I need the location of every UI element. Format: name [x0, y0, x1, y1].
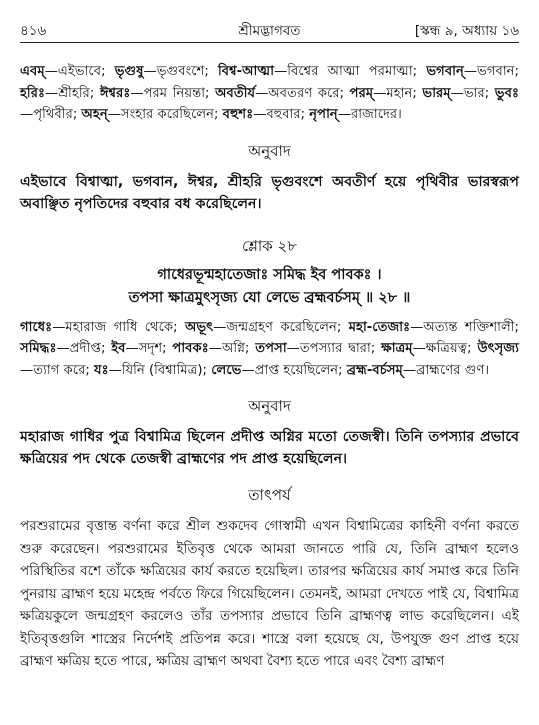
sanskrit-term: অভূৎ — [184, 319, 214, 335]
sanskrit-term: ব্রহ্ম-বর্চসম্ — [346, 362, 403, 378]
term-meaning: —রাজাদের। — [337, 107, 402, 122]
page-number: ৪১৬ — [20, 23, 47, 39]
chapter-reference: [স্কন্ধ ৯, অধ্যায় ১৬ — [414, 23, 519, 39]
term-meaning: —অত্যন্ত শক্তিশালী; — [410, 319, 519, 335]
sanskrit-term: তপসা — [255, 341, 287, 356]
verse-heading: শ্লোক ২৮ — [242, 236, 297, 255]
sanskrit-term: মহা-তেজাঃ — [348, 319, 411, 335]
sanskrit-term: পরম্ — [349, 85, 374, 101]
translation-heading: অনুবাদ — [248, 141, 291, 160]
term-meaning: —ত্যাগ করে; — [20, 362, 94, 378]
term-meaning: —বিশ্বের আত্মা পরমাত্মা; — [274, 64, 427, 79]
sanskrit-term: ইব — [111, 341, 126, 356]
translation-text: মহারাজ গাধির পুত্র বিশ্বামিত্র ছিলেন প্রদীপ্ত অগ্নির মতো তেজস্বী। তিনি তপস্যার প্রভাবে ক্ষত্রিয়ের পদ থেকে তেজস্বী ব্রাহ্মণের পদ প্রাপ্ত হয়েছিলেন। — [20, 429, 519, 467]
purport-text: পরশুরামের বৃত্তান্ত বর্ণনা করে শ্রীল শুকদেব গোস্বামী এখন বিশ্বামিত্রের কাহিনী বর্ণনা করতে শুরু করেছেন। পরশুরামের ইতিবৃত্ত থেকে আমরা জানতে পারি যে, তিনি ব্রাহ্মণ হলেও পরিস্থিতির বশে তাঁকে ক্ষত্রিয়ের কার্য করতে হয়েছিল। তারপর ক্ষত্রিয়ের কার্য সমাপ্ত করে তিনি পুনরায় ব্রাহ্মণ হয়ে মহেন্দ্র পর্বতে ফিরে গিয়েছিলেন। তেমনই, আমরা দেখতে পাই যে, বিশ্বামিত্র ক্ষত্রিয়কুলে জন্মগ্রহণ করলেও তাঁর তপস্যার প্রভাবে তিনি ব্রাহ্মণত্ব লাভ করেছিলেন। এই ইতিবৃত্তগুলি শাস্ত্রের নির্দেশই প্রতিপন্ন করে। শাস্ত্রে বলা হয়েছে যে, উপযুক্ত গুণ প্রাপ্ত হয়ে ব্রাহ্মণ ক্ষত্রিয় হতে পারে, ক্ষত্রিয় ব্রাহ্মণ অথবা বৈশ্য হতে পারে এবং বৈশ্য ব্রাহ্মণ — [20, 518, 519, 669]
term-meaning: —সদৃশ; — [125, 341, 173, 356]
term-meaning: —প্রদীপ্ত; — [56, 341, 112, 356]
term-meaning: —মহান; — [373, 85, 423, 101]
term-meaning: —ভৃগুবংশে; — [143, 64, 219, 79]
sanskrit-term: ভুবঃ — [494, 85, 519, 101]
sanskrit-term: অহন্ — [81, 107, 108, 122]
synonyms-paragraph — [20, 61, 519, 126]
term-meaning: —এইভাবে; — [44, 64, 115, 79]
sanskrit-term: গাধেঃ — [20, 319, 53, 335]
verse-line: গাধেরভূন্মহাতেজাঃ সমিদ্ধ ইব পাবকঃ । — [157, 266, 382, 283]
term-meaning: —অবতরণ করে; — [255, 85, 350, 101]
term-meaning: —মহারাজ গাধি থেকে; — [52, 319, 185, 335]
page-header — [20, 12, 519, 43]
verse-text — [20, 264, 519, 310]
sanskrit-term: বহুশঃ — [222, 107, 254, 122]
term-meaning: —জন্মগ্রহণ করেছিলেন; — [213, 319, 349, 335]
sanskrit-term: এবম্ — [20, 64, 45, 79]
sanskrit-term: পাবকঃ — [172, 341, 209, 356]
sanskrit-term: হরিঃ — [20, 85, 45, 101]
sanskrit-term: বিশ্ব-আত্মা — [218, 64, 275, 79]
sanskrit-term: ভারম্ — [422, 85, 451, 101]
sanskrit-term: ক্ষাত্রম্ — [381, 341, 413, 356]
term-meaning: —শ্রীহরি; — [45, 85, 100, 101]
term-meaning: —ক্ষত্রিয়ত্ব; — [412, 341, 478, 356]
term-meaning: —পরম নিয়ন্তা; — [130, 85, 216, 101]
translation-text: এইভাবে বিশ্বাত্মা, ভগবান, ঈশ্বর, শ্রীহরি ভৃগুবংশে অবতীর্ণ হয়ে পৃথিবীর ভারস্বরূপ অবাঞ্ছিত নৃপতিদের বহুবার বধ করেছিলেন। — [20, 173, 519, 212]
translation-heading: অনুবাদ — [248, 397, 291, 415]
sanskrit-term: অবতীর্য — [215, 85, 256, 101]
term-meaning: —ব্রাহ্মণের গুণ। — [402, 362, 490, 378]
term-meaning: —প্রাপ্ত হয়েছিলেন; — [241, 362, 347, 378]
term-meaning: —যিনি (বিশ্বামিত্র); — [108, 362, 212, 378]
term-meaning: —ভগবান; — [463, 64, 519, 79]
term-meaning: —ভার; — [450, 85, 495, 101]
sanskrit-term: উৎসৃজ্য — [477, 341, 519, 356]
term-meaning: —পৃথিবীর; — [20, 107, 82, 122]
purport-heading: তাৎপর্য — [248, 486, 291, 504]
sanskrit-term: ভৃগুষু — [114, 64, 144, 79]
verse-line: তপসা ক্ষাত্রমুৎসৃজ্য যো লেভে ব্রহ্মবর্চসম্ ॥ ২৮ ॥ — [128, 289, 411, 306]
sanskrit-term: নৃপান্ — [309, 107, 338, 122]
sanskrit-term: যঃ — [93, 362, 109, 378]
sanskrit-term: লেভে — [211, 362, 242, 378]
sanskrit-term: সমিদ্ধঃ — [20, 341, 57, 356]
synonyms-paragraph — [20, 317, 519, 382]
sanskrit-term: ভগবান্ — [426, 64, 464, 79]
sanskrit-term: ঈশ্বরঃ — [99, 85, 131, 101]
book-title: শ্রীমদ্ভাগবত — [238, 23, 301, 39]
term-meaning: —অগ্নি; — [208, 341, 256, 356]
term-meaning: —সংহার করেছিলেন; — [107, 107, 223, 122]
term-meaning: —বহুবার; — [253, 107, 310, 122]
book-page — [20, 12, 519, 673]
term-meaning: —তপস্যার দ্বারা; — [286, 341, 382, 356]
